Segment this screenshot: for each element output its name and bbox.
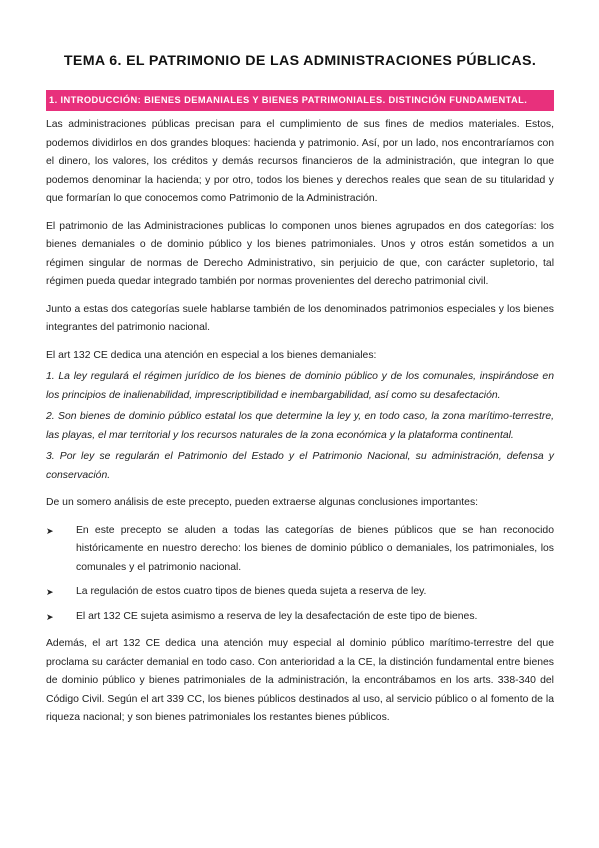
list-item — [46, 608, 554, 627]
section-heading: 1. INTRODUCCIÓN: BIENES DEMANIALES Y BIENES PATRIMONIALES. DISTINCIÓN FUNDAMENTAL. — [46, 90, 554, 111]
document-title: TEMA 6. EL PATRIMONIO DE LAS ADMINISTRACIONES PÚBLICAS. — [63, 53, 537, 69]
paragraph-maritime-domain: Además, el art 132 CE dedica una atención muy especial al dominio público marítimo-terrestre del que proclama su carácter demanial en todo caso. Con anterioridad a la CE, la distinción fundamental entre bienes de dominio público y bienes patrimoniales de la administración, la encontrábamos en los arts. 338-340 del Código Civil. Según el art 339 CC, los bienes públicos destinados al uso, al servicio público o al fomento de la riqueza nacional; y son bienes patrimoniales los restantes bienes públicos. — [46, 638, 554, 723]
list-item — [46, 522, 554, 578]
paragraph-intro: Las administraciones públicas precisan para el cumplimiento de sus fines de medios materiales. Estos, podemos dividirlos en dos grandes bloques: hacienda y patrimonio. Así, por un lado, nos encontraríamos con el dinero, los valores, los créditos y demás recursos financieros de la administración, que integran lo que podemos denominar la hacienda; y por otro, todos los bienes y derechos reales que sean de su titularidad y que formarían lo que conocemos como Patrimonio de la Administración. — [46, 119, 554, 204]
arrowhead-bullet-icon: ➤ — [46, 587, 54, 597]
list-item-text: En este precepto se aluden a todas las categorías de bienes públicos que se han reconocido históricamente en nuestro derecho: los bienes de dominio público o demaniales, los patrimoniales, los comunales y el patrimonio nacional. — [76, 524, 554, 573]
quote-art-132-3: 3. Por ley se regularán el Patrimonio del Estado y el Patrimonio Nacional, su administración, defensa y conservación. — [46, 451, 554, 481]
paragraph-special-patrimonies: Junto a estas dos categorías suele hablarse también de los denominados patrimonios especiales y los bienes integrantes del patrimonio nacional. — [46, 303, 554, 333]
paragraph-analysis: De un somero análisis de este precepto, pueden extraerse algunas conclusiones importantes: — [46, 497, 479, 508]
paragraph-art-132: El art 132 CE dedica una atención en especial a los bienes demaniales: — [46, 349, 377, 361]
quote-art-132-1: 1. La ley regulará el régimen jurídico de los bienes de dominio público y de los comunales, inspirándose en los principios de inalienabilidad, imprescriptibilidad e inembargabilidad, así como su desafectación. — [46, 371, 554, 401]
arrowhead-bullet-icon: ➤ — [46, 525, 54, 536]
conclusions-list — [46, 522, 554, 627]
document-page — [46, 52, 554, 728]
list-item-text: El art 132 CE sujeta asimismo a reserva de ley la desafectación de este tipo de bienes. — [76, 610, 478, 622]
arrowhead-bullet-icon: ➤ — [46, 611, 54, 622]
paragraph-categories: El patrimonio de las Administraciones publicas lo componen unos bienes agrupados en dos categorías: los bienes demaniales o de dominio público y los bienes patrimoniales. Unos y otros están sometidos a un régimen singular de normas de Derecho Administrativo, sin perjuicio de que, con carácter supletorio, tal régimen pueda quedar integrado también por normas provenientes del derecho patrimonial civil. — [46, 220, 554, 287]
list-item-text: La regulación de estos cuatro tipos de bienes queda sujeta a reserva de ley. — [76, 586, 427, 597]
quote-art-132-2: 2. Son bienes de dominio público estatal los que determine la ley y, en todo caso, la zona marítimo-terrestre, las playas, el mar territorial y los recursos naturales de la zona económica y la plataforma continental. — [46, 411, 554, 441]
list-item — [46, 583, 554, 602]
